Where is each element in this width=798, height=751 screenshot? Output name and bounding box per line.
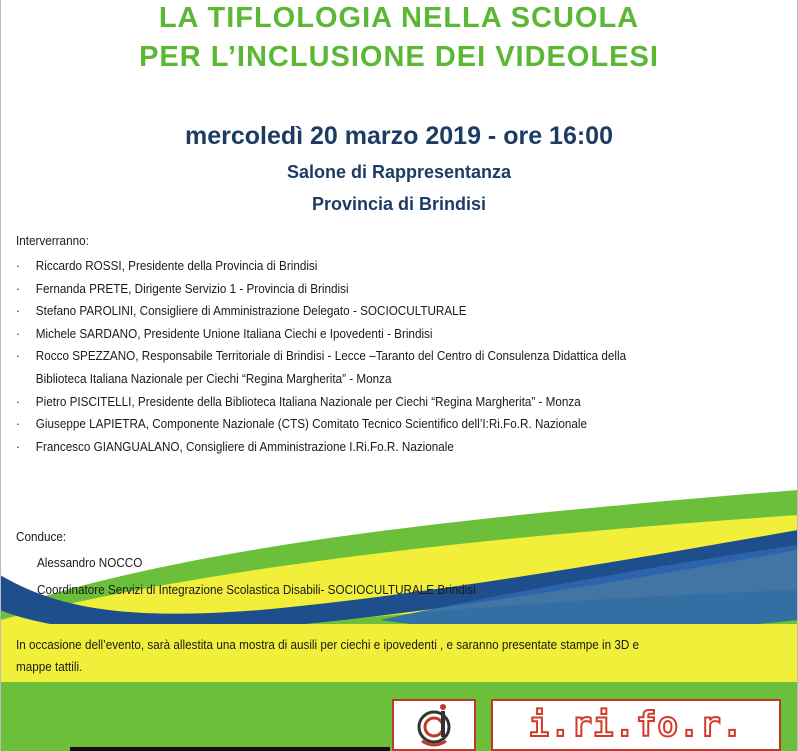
event-date: mercoledì 20 marzo 2019 - ore 16:00: [184, 122, 613, 150]
notice-line-1: In occasione dell’evento, sarà allestita una mostra di ausili per ciechi e ipovedenti , e saranno presentate stampe in 3D e: [16, 637, 640, 652]
speaker-name: Pietro PISCITELLI: [35, 393, 132, 409]
moderator-role: Coordinatore Servizi di Integrazione Scolastica Disabili- SOCIOCULTURALE Brindisi: [37, 582, 476, 597]
speaker-role: , Presidente Unione Italiana Ciechi e Ipovedenti - Brindisi: [137, 325, 433, 341]
speaker-name: Michele SARDANO: [35, 325, 138, 341]
speakers-label: Interverranno:: [16, 233, 89, 248]
bullet-icon: ·: [16, 303, 20, 319]
bullet-icon: ·: [16, 258, 20, 273]
speaker-role: , Componente Nazionale (CTS) Comitato Tecnico Scientifico dell’I:Ri.Fo.R. Nazionale: [145, 416, 588, 432]
bullet-icon: ·: [16, 280, 20, 296]
moderator-name: Alessandro NOCCO: [37, 555, 143, 570]
speaker-name: Stefano PAROLINI: [35, 303, 134, 319]
uici-logo: [392, 699, 476, 751]
uici-logo-icon: [394, 701, 474, 749]
list-item: [16, 391, 781, 414]
speaker-role: , Presidente della Biblioteca Italiana Nazionale per Ciechi “Regina Margherita” - Monza: [131, 393, 581, 409]
notice-line-2: mappe tattili.: [16, 659, 83, 674]
speaker-name: Giuseppe LAPIETRA: [35, 416, 146, 432]
speaker-role: , Dirigente Servizio 1 - Provincia di Brindisi: [128, 280, 349, 296]
speaker-name: Riccardo ROSSI: [35, 258, 122, 273]
list-item: [16, 300, 781, 323]
event-location: Provincia di Brindisi: [311, 194, 487, 214]
title-line-1: LA TIFLOLOGIA NELLA SCUOLA: [158, 2, 640, 34]
speaker-role: , Presidente della Provincia di Brindisi: [121, 258, 318, 273]
bullet-icon: ·: [16, 438, 20, 454]
speaker-role: , Consigliere di Amministrazione I.Ri.Fo.R. Nazionale: [179, 438, 454, 454]
bullet-icon: ·: [16, 325, 20, 341]
bullet-icon: ·: [16, 393, 20, 409]
speaker-role: , Consigliere di Amministrazione Delegato - SOCIOCULTURALE: [133, 303, 467, 319]
speaker-name: Fernanda PRETE: [35, 280, 129, 296]
bullet-icon: ·: [16, 416, 20, 432]
list-item: [16, 255, 781, 278]
page-border-left: [0, 0, 1, 751]
speaker-name: Rocco SPEZZANO: [35, 348, 136, 364]
list-item: [16, 323, 781, 346]
speaker-role-continued: Biblioteca Italiana Nazionale per Ciechi “Regina Margherita” - Monza: [35, 370, 392, 386]
list-item: [16, 345, 781, 390]
irifor-logo-text: i.ri.fo.r.: [528, 705, 744, 745]
list-item: [16, 436, 781, 459]
bullet-icon: ·: [16, 348, 20, 364]
list-item: [16, 413, 781, 436]
conduce-label: Conduce:: [16, 529, 67, 544]
title-line-2: PER L’INCLUSIONE DEI VIDEOLESI: [139, 41, 659, 73]
bottom-bar: [70, 747, 390, 751]
exhibition-notice: [16, 634, 790, 678]
speaker-role: , Responsabile Territoriale di Brindisi - Lecce –Taranto del Centro di Consulenza Didattica della: [135, 348, 627, 364]
speaker-name: Francesco GIANGUALANO: [35, 438, 180, 454]
list-item: [16, 278, 781, 301]
speakers-list: [16, 255, 781, 458]
event-venue: Salone di Rappresentanza: [286, 162, 512, 182]
irifor-logo: [491, 699, 781, 751]
